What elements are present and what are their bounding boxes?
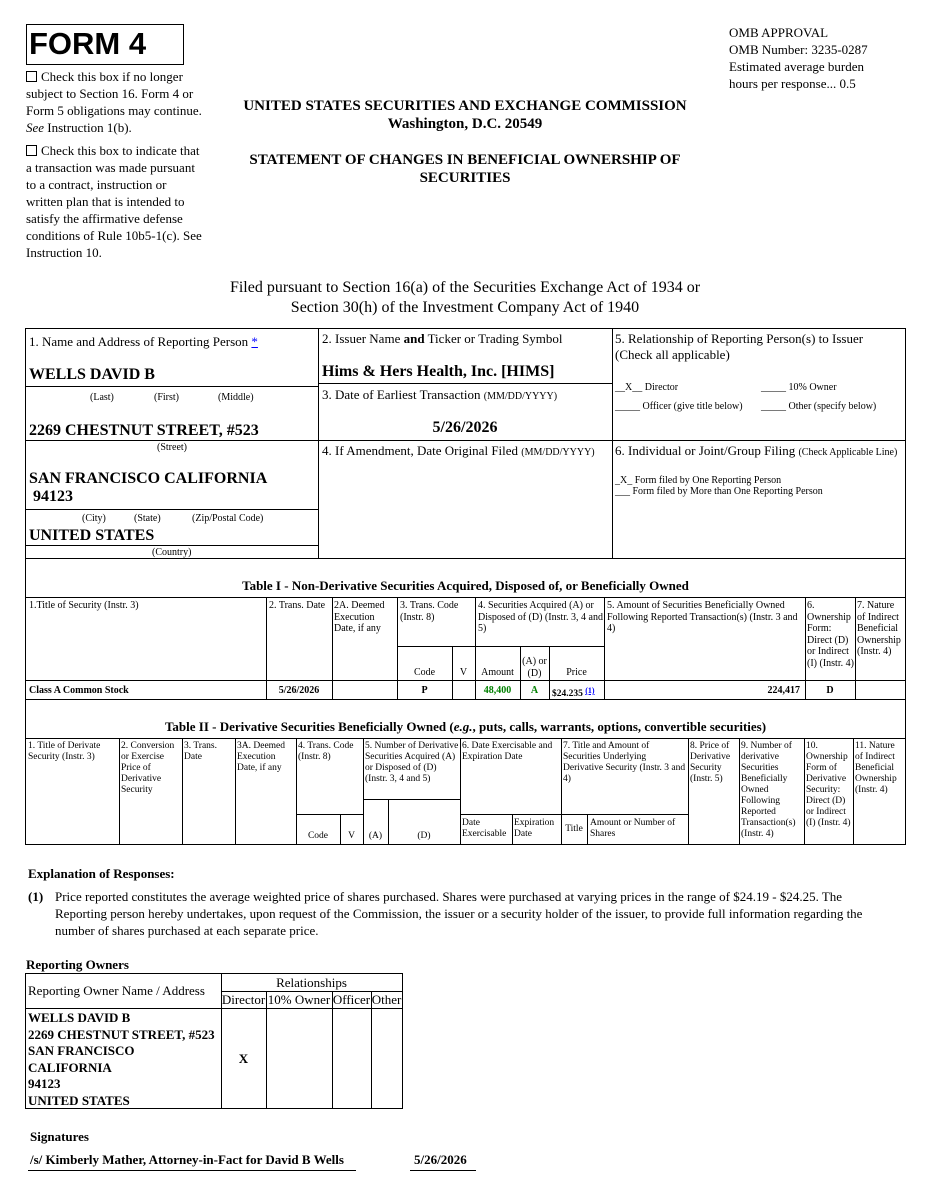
- t1-r1-code: P: [421, 685, 428, 696]
- label-middle: (Middle): [218, 392, 254, 403]
- officer-label: Officer (give title below): [642, 401, 743, 412]
- ro-owner-line-3: SAN FRANCISCO: [28, 1043, 135, 1058]
- director-label: Director: [644, 382, 679, 393]
- t1-r1-price-value: $24.235: [552, 689, 583, 699]
- filed-pursuant: [150, 278, 780, 318]
- label-first: (First): [154, 392, 179, 403]
- label-zip: (Zip/Postal Code): [192, 513, 264, 524]
- ro-owner-address: [28, 1010, 215, 1109]
- t2-h-price: 8. Price of Derivative Security (Instr. 5): [690, 741, 731, 784]
- other-mark: _____: [761, 401, 786, 412]
- t1-h-nature: 7. Nature of Indirect Beneficial Ownership (Instr. 4): [857, 600, 901, 657]
- t1-h-price: Price: [566, 667, 587, 678]
- t1-h-owned: 5. Amount of Securities Beneficially Owned Following Reported Transaction(s) (Instr. 3 and 4): [607, 600, 798, 634]
- filing-one-person: [615, 475, 781, 487]
- one-label: Form filed by One Reporting Person: [634, 475, 782, 486]
- ro-h-relationships: Relationships: [276, 975, 347, 990]
- label-country: (Country): [152, 547, 192, 558]
- box2-label-post: Ticker or Trading Symbol: [427, 331, 563, 346]
- section16-see: See: [26, 120, 45, 135]
- t2-h-title: 1. Title of Derivate Security (Instr. 3): [28, 741, 101, 762]
- box2-label: [322, 331, 563, 347]
- relationship-other: [761, 401, 876, 413]
- ro-owner-line-2: 2269 CHESTNUT STREET, #523: [28, 1026, 215, 1042]
- t2-h-number: 5. Number of Derivative Securities Acquired (A) or Disposed of (D) (Instr. 3, 4 and 5): [365, 741, 459, 784]
- table1-title: Table I - Non-Derivative Securities Acquired, Disposed of, or Beneficially Owned: [242, 578, 689, 593]
- t1-h-amount: Amount: [481, 667, 514, 678]
- label-city: (City): [82, 513, 106, 524]
- t2-h-owned: 9. Number of derivative Securities Beneficially Owned Following Reported Transaction(s) (Instr. 4): [741, 741, 796, 839]
- t2-h-date: 3. Trans. Date: [184, 741, 217, 762]
- t2-h-form: 10. Ownership Form of Derivative Security: Direct (D) or Indirect (I) (Instr. 4): [806, 741, 851, 828]
- t1-r1-owned: 224,417: [767, 685, 800, 696]
- section16-checkbox[interactable]: [26, 71, 37, 82]
- section16-checkbox-note: [26, 68, 206, 136]
- relationship-ten-pct: [761, 382, 837, 394]
- box2-label-and: and: [403, 331, 425, 346]
- ten-pct-label: 10% Owner: [788, 382, 837, 393]
- t1-h-form: 6. Ownership Form: Direct (D) or Indirect (I) (Instr. 4): [807, 600, 854, 669]
- filed-line-1: Filed pursuant to Section 16(a) of the Securities Exchange Act of 1934 or: [229, 279, 701, 296]
- issuer-name: Hims & Hers Health, Inc. [HIMS]: [322, 363, 555, 380]
- explanation-title: Explanation of Responses:: [28, 866, 175, 881]
- explanation-num: (1): [28, 889, 44, 904]
- rule10b5-checkbox-note: [26, 142, 206, 261]
- box3-label-text: 3. Date of Earliest Transaction: [322, 387, 481, 402]
- ro-owner-line-4: CALIFORNIA: [28, 1059, 112, 1075]
- ro-h-director: Director: [221, 992, 266, 1007]
- table2-title: [26, 719, 905, 735]
- filing-more-persons: [615, 486, 823, 498]
- t2-title-post: , puts, calls, warrants, options, convertible securities): [472, 719, 767, 734]
- omb-line-2: OMB Number: 3235-0287: [729, 42, 868, 57]
- ro-director-mark: X: [238, 1051, 249, 1066]
- t2-h-d: (D): [417, 831, 431, 841]
- form-main-box: [25, 328, 906, 845]
- label-street: (Street): [157, 442, 187, 453]
- agency-name: UNITED STATES SECURITIES AND EXCHANGE COMMISSION: [243, 98, 687, 114]
- box2-label-pre: 2. Issuer Name: [322, 331, 401, 346]
- ro-h-other: Other: [371, 992, 402, 1007]
- t2-h-v: V: [348, 831, 355, 841]
- section16-tail: Instruction 1(b).: [47, 120, 132, 135]
- statement-title-2: SECURITIES: [419, 170, 511, 186]
- box1-label: [29, 334, 258, 350]
- ro-owner-line-5: 94123: [28, 1076, 61, 1091]
- box6-label: [615, 443, 897, 461]
- box4-label-text: 4. If Amendment, Date Original Filed: [322, 443, 519, 458]
- t1-h-aord: (A) or (D): [522, 656, 547, 679]
- t2-h-date-ex: Date Exercisable: [462, 818, 507, 839]
- rule10b5-text: Check this box to indicate that a transaction was made pursuant to a contract, instruction or written plan that is intended to satisfy the affirmative defense conditions of Rule 10b5-1(c). See Instruction 10.: [26, 143, 202, 260]
- t1-r1-price: [552, 685, 595, 701]
- zip-value: 94123: [33, 488, 73, 505]
- t2-h-a: (A): [368, 831, 383, 841]
- t1-r1-title: Class A Common Stock: [29, 685, 129, 696]
- box5-label-1: 5. Relationship of Reporting Person(s) to Issuer: [615, 331, 864, 346]
- box3-label: [322, 387, 557, 405]
- ro-h-officer: Officer: [332, 992, 371, 1007]
- t1-r1-form: D: [826, 685, 834, 696]
- filed-line-2: Section 30(h) of the Investment Company Act of 1940: [290, 299, 640, 316]
- t2-h-sub-title: Title: [565, 824, 583, 834]
- reporting-owners-table: [25, 973, 403, 1109]
- t1-h-code: 3. Trans. Code (Instr. 8): [400, 600, 459, 623]
- omb-line-4: hours per response... 0.5: [729, 76, 856, 91]
- signature-date: 5/26/2026: [414, 1152, 467, 1167]
- one-mark: _X_: [615, 475, 633, 486]
- ro-owner-line-1: WELLS DAVID B: [28, 1010, 131, 1025]
- reporting-person-street: 2269 CHESTNUT STREET, #523: [29, 422, 259, 439]
- omb-line-3: Estimated average burden: [729, 59, 864, 74]
- reporting-person-name: WELLS DAVID B: [29, 366, 155, 383]
- t1-h-deemed: 2A. Deemed Execution Date, if any: [334, 600, 385, 634]
- officer-mark: _____: [615, 401, 640, 412]
- box4-label: [322, 443, 595, 461]
- form-title: FORM 4: [26, 24, 184, 65]
- footnote-1-link[interactable]: (1): [585, 686, 595, 695]
- omb-line-1: OMB APPROVAL: [729, 25, 829, 40]
- t1-r1-aord: A: [530, 685, 539, 696]
- reporting-owners-title: Reporting Owners: [26, 957, 129, 972]
- t2-h-sub-amount: Amount or Number of Shares: [590, 818, 676, 839]
- t2-h-exp: Expiration Date: [514, 818, 555, 839]
- reporting-person-city-state: SAN FRANCISCO CALIFORNIA: [29, 470, 268, 487]
- t2-h-nature: 11. Nature of Indirect Beneficial Ownership (Instr. 4): [855, 741, 897, 795]
- t1-h-subcode: Code: [413, 667, 436, 678]
- reporting-person-country: UNITED STATES: [29, 527, 155, 544]
- more-label: Form filed by More than One Reporting Person: [632, 486, 823, 497]
- statement-title-1: STATEMENT OF CHANGES IN BENEFICIAL OWNERSHIP OF: [249, 152, 681, 168]
- t2-h-subcode: Code: [307, 831, 329, 841]
- label-state: (State): [134, 513, 161, 524]
- more-mark: ___: [615, 486, 630, 497]
- box3-label-small: (MM/DD/YYYY): [483, 391, 558, 402]
- t2-title-eg: e.g.: [453, 719, 473, 734]
- box1-label-text: 1. Name and Address of Reporting Person: [29, 334, 249, 349]
- director-mark: __X__: [615, 382, 643, 393]
- explanation-footnote-1: [28, 888, 888, 939]
- agency-city: Washington, D.C. 20549: [387, 116, 543, 132]
- reporting-person-zip: [29, 488, 73, 506]
- relationship-director: [615, 382, 678, 394]
- t2-h-deemed: 3A. Deemed Execution Date, if any: [237, 741, 286, 773]
- box6-label-text: 6. Individual or Joint/Group Filing: [615, 443, 796, 458]
- t1-h-v: V: [459, 667, 468, 678]
- section16-text: Check this box if no longer subject to Section 16. Form 4 or Form 5 obligations may continue.: [26, 69, 202, 118]
- ro-h-ten-pct: 10% Owner: [267, 992, 331, 1007]
- relationship-officer: [615, 401, 743, 413]
- ro-h-name: Reporting Owner Name / Address: [28, 983, 205, 998]
- explanation-text: Price reported constitutes the average weighted price of shares purchased. Shares were purchased at varying prices in the range of $24.19 - $24.25. The Reporting person hereby undertakes, upon request of the Commission, the issuer or a security holder of the issuer, to provide full information regarding the number of shares purchased at each separate price.: [55, 889, 863, 938]
- signatures-title: Signatures: [30, 1129, 89, 1144]
- omb-approval: [729, 24, 919, 92]
- t1-r1-amount: 48,400: [483, 685, 512, 696]
- t2-h-conversion: 2. Conversion or Exercise Price of Derivative Security: [121, 741, 175, 795]
- box1-asterisk-link[interactable]: *: [251, 334, 258, 349]
- rule10b5-checkbox[interactable]: [26, 145, 37, 156]
- box5-label-2: (Check all applicable): [615, 347, 730, 362]
- earliest-transaction-date: 5/26/2026: [432, 419, 498, 436]
- t2-h-exercisable: 6. Date Exercisable and Expiration Date: [462, 741, 553, 762]
- ro-owner-line-6: UNITED STATES: [28, 1092, 130, 1108]
- t2-title-pre: Table II - Derivative Securities Beneficially Owned (: [164, 719, 454, 734]
- t1-h-acquired: 4. Securities Acquired (A) or Disposed of (D) (Instr. 3, 4 and 5): [478, 600, 603, 634]
- box6-label-small: (Check Applicable Line): [798, 447, 898, 458]
- t1-r1-date: 5/26/2026: [278, 685, 320, 696]
- signature-signer: /s/ Kimberly Mather, Attorney-in-Fact for David B Wells: [30, 1152, 344, 1167]
- label-last: (Last): [90, 392, 114, 403]
- t1-h-date: 2. Trans. Date: [269, 600, 326, 611]
- ten-pct-mark: _____: [761, 382, 786, 393]
- other-label: Other (specify below): [788, 401, 877, 412]
- t1-h-title: 1.Title of Security (Instr. 3): [29, 600, 139, 611]
- t2-h-code: 4. Trans. Code (Instr. 8): [298, 741, 354, 762]
- t2-h-underlying: 7. Title and Amount of Securities Underlying Derivative Security (Instr. 3 and 4): [563, 741, 686, 784]
- box4-label-small: (MM/DD/YYYY): [521, 447, 595, 458]
